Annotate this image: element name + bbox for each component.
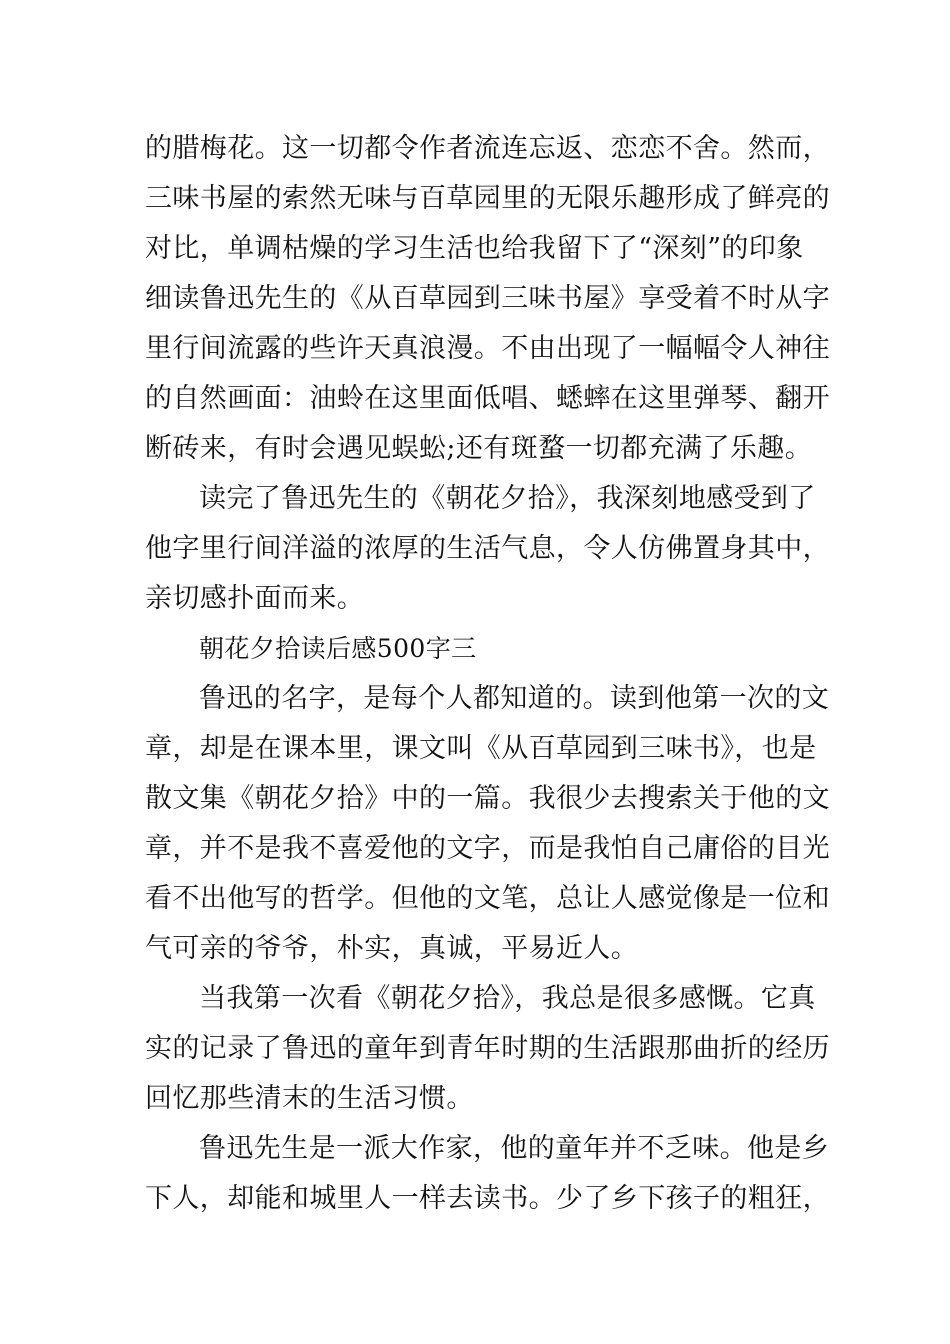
text-line: 章，却是在课本里，课文叫《从百草园到三味书》，也是 (145, 733, 817, 764)
text-line: 下人，却能和城里人一样去读书。少了乡下孩子的粗狂， (145, 1183, 830, 1214)
section-heading: 朝花夕拾读后感500字三 (199, 634, 477, 663)
text-line: 他字里行间洋溢的浓厚的生活气息，令人仿佛置身其中， (145, 533, 830, 564)
paragraph-start-line: 鲁迅先生是一派大作家，他的童年并不乏味。他是乡 (199, 1133, 830, 1164)
text-line: 气可亲的爷爷，朴实，真诚，平易近人。 (145, 933, 639, 964)
text-line: 三味书屋的索然无味与百草园里的无限乐趣形成了鲜亮的 (145, 183, 830, 214)
paragraph-start-line: 当我第一次看《朝花夕拾》，我总是很多感慨。它真 (199, 983, 816, 1014)
text-line: 散文集《朝花夕拾》中的一篇。我很少去搜索关于他的文 (145, 783, 830, 814)
paragraph-start-line: 鲁迅的名字，是每个人都知道的。读到他第一次的文 (199, 683, 830, 714)
text-line: 断砖来，有时会遇见蜈蚣;还有斑蝥一切都充满了乐趣。 (145, 433, 813, 464)
text-line: 看不出他写的哲学。但他的文笔，总让人感觉像是一位和 (145, 883, 830, 914)
text-line: 里行间流露的些许天真浪漫。不由出现了一幅幅令人神往 (145, 333, 830, 364)
text-line: 实的记录了鲁迅的童年到青年时期的生活跟那曲折的经历 (145, 1033, 830, 1064)
document-body (145, 124, 830, 1224)
text-line: 细读鲁迅先生的《从百草园到三味书屋》享受着不时从字 (145, 283, 830, 314)
text-line: 的腊梅花。这一切都令作者流连忘返、恋恋不舍。然而， (145, 133, 830, 164)
text-line: 对比，单调枯燥的学习生活也给我留下了“深刻”的印象 (145, 233, 804, 264)
paragraph-start-line: 读完了鲁迅先生的《朝花夕拾》，我深刻地感受到了 (199, 483, 816, 514)
text-line: 的自然画面：油蛉在这里面低唱、蟋蟀在这里弹琴、翻开 (145, 383, 830, 414)
text-line: 回忆那些清末的生活习惯。 (145, 1083, 474, 1114)
text-line: 亲切感扑面而来。 (145, 583, 365, 614)
text-line: 章，并不是我不喜爱他的文字，而是我怕自己庸俗的目光 (145, 833, 830, 864)
